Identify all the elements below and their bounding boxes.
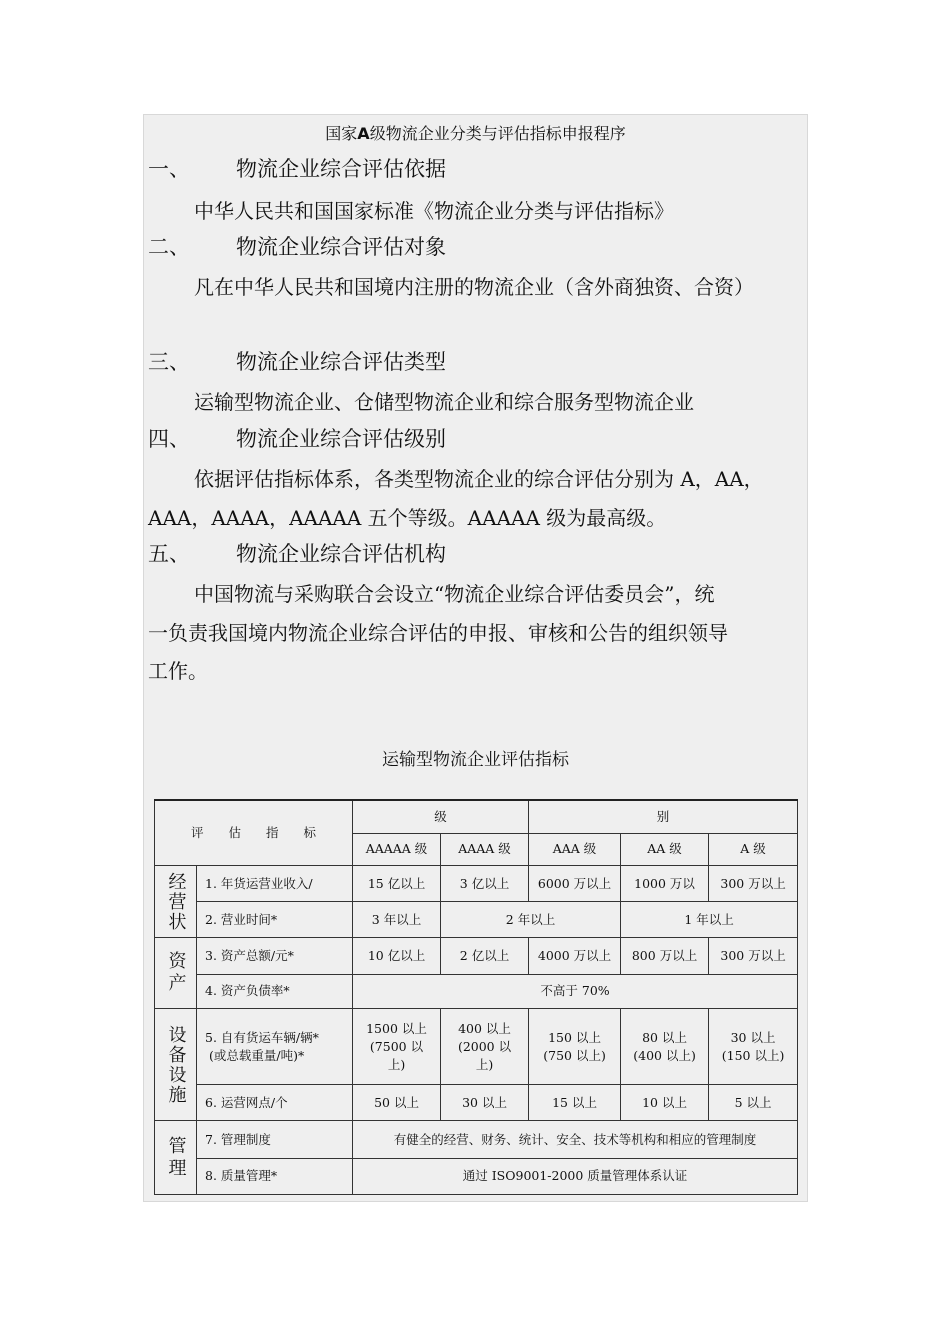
- indicator-label: 6. 运营网点/个: [197, 1085, 353, 1121]
- section-5-text-line1: 中国物流与采购联合会设立“物流企业综合评估委员会”，统: [194, 582, 715, 606]
- table-cell: 300 万以上: [709, 938, 798, 974]
- table-row: [155, 1158, 798, 1194]
- table-cell: 1500 以上 (7500 以 上): [353, 1008, 441, 1084]
- table-cell: 10 亿以上: [353, 938, 441, 974]
- table-cell: 300 万以上: [709, 865, 798, 901]
- table-cell: 150 以上 (750 以上): [529, 1008, 621, 1084]
- indicator-label: 7. 管理制度: [197, 1121, 353, 1158]
- table-cell: 15 以上: [529, 1085, 621, 1121]
- level-aaaaa: AAAAA 级: [353, 833, 441, 865]
- category-assets: 资产: [155, 938, 197, 1008]
- section-5-text-line3: 工作。: [148, 659, 208, 683]
- table-caption: 运输型物流企业评估指标: [382, 750, 569, 770]
- table-cell: 80 以上 (400 以上): [621, 1008, 709, 1084]
- indicator-label: 4. 资产负债率*: [197, 974, 353, 1008]
- table-cell: 400 以上 (2000 以 上): [441, 1008, 529, 1084]
- table-cell: 3 亿以上: [441, 865, 529, 901]
- table-row: [155, 974, 798, 1008]
- table-cell-merged: 有健全的经营、财务、统计、安全、技术等机构和相应的管理制度: [353, 1121, 798, 1158]
- table-row: [155, 865, 798, 901]
- header-indicator: 评 估 指 标: [155, 800, 353, 865]
- level-aaaa: AAAA 级: [441, 833, 529, 865]
- section-heading-4: 四、 物流企业综合评估级别: [148, 427, 446, 451]
- table-cell: 10 以上: [621, 1085, 709, 1121]
- table-cell: 30 以上: [441, 1085, 529, 1121]
- table-cell: 2 亿以上: [441, 938, 529, 974]
- table-cell: 1000 万以: [621, 865, 709, 901]
- table-cell-merged: 通过 ISO9001-2000 质量管理体系认证: [353, 1158, 798, 1194]
- table-row: [155, 902, 798, 938]
- section-4-text-line2: AAA，AAAA，AAAAA 五个等级。AAAAA 级为最高级。: [148, 506, 667, 530]
- table-cell: 4000 万以上: [529, 938, 621, 974]
- table-cell: 6000 万以上: [529, 865, 621, 901]
- section-1-text: 中华人民共和国国家标准《物流企业分类与评估指标》: [194, 199, 674, 223]
- indicator-label: 1. 年货运营业收入/: [197, 865, 353, 901]
- header-level-left: 级: [353, 800, 529, 833]
- section-5-text-line2: 一负责我国境内物流企业综合评估的申报、审核和公告的组织领导: [148, 621, 728, 645]
- table-row: [155, 1008, 798, 1084]
- indicator-label: 2. 营业时间*: [197, 902, 353, 938]
- indicator-label: 8. 质量管理*: [197, 1158, 353, 1194]
- category-management: 管理: [155, 1121, 197, 1195]
- section-3-text: 运输型物流企业、仓储型物流企业和综合服务型物流企业: [194, 390, 694, 414]
- evaluation-table: [154, 799, 798, 1195]
- table-cell: 3 年以上: [353, 902, 441, 938]
- document-page: [143, 114, 808, 1202]
- level-aaa: AAA 级: [529, 833, 621, 865]
- document-title: 国家A级物流企业分类与评估指标申报程序: [325, 124, 626, 143]
- section-4-text-line1: 依据评估指标体系，各类型物流企业的综合评估分别为 A，AA，: [194, 467, 764, 491]
- table-cell: 1 年以上: [621, 902, 798, 938]
- section-heading-3: 三、 物流企业综合评估类型: [148, 350, 446, 374]
- section-2-text: 凡在中华人民共和国境内注册的物流企业（含外商独资、合资）: [194, 275, 754, 299]
- table-cell: 30 以上 (150 以上): [709, 1008, 798, 1084]
- header-level-right: 别: [529, 800, 798, 833]
- category-equipment: 设备设施: [155, 1008, 197, 1121]
- table-row: [155, 938, 798, 974]
- table-cell-merged: 不高于 70%: [353, 974, 798, 1008]
- section-heading-2: 二、 物流企业综合评估对象: [148, 235, 446, 259]
- indicator-label: 3. 资产总额/元*: [197, 938, 353, 974]
- table-cell: 5 以上: [709, 1085, 798, 1121]
- section-heading-1: 一、 物流企业综合评估依据: [148, 157, 446, 181]
- table-cell: 2 年以上: [441, 902, 621, 938]
- category-operation: 经营状: [155, 865, 197, 937]
- table-row: [155, 1085, 798, 1121]
- table-cell: 15 亿以上: [353, 865, 441, 901]
- title-bold-letter: A: [357, 124, 370, 143]
- table-row: [155, 1121, 798, 1158]
- table-cell: 800 万以上: [621, 938, 709, 974]
- table-cell: 50 以上: [353, 1085, 441, 1121]
- section-heading-5: 五、 物流企业综合评估机构: [148, 542, 446, 566]
- table-header-row-1: [155, 800, 798, 833]
- indicator-label: 5. 自有货运车辆/辆* (或总载重量/吨)*: [197, 1008, 353, 1084]
- level-a: A 级: [709, 833, 798, 865]
- level-aa: AA 级: [621, 833, 709, 865]
